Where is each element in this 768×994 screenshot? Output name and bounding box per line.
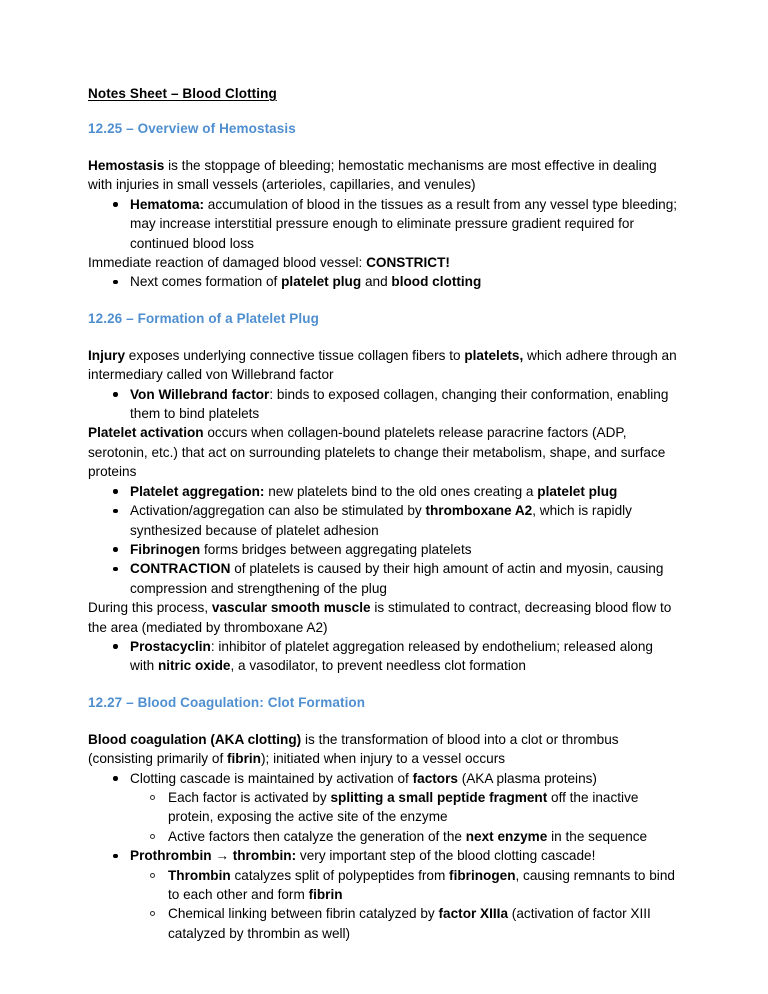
- list-item-text: new platelets bind to the old ones creating a: [264, 483, 538, 499]
- bullet-circle-icon: [150, 795, 155, 800]
- bullet-circle-icon: [150, 873, 155, 878]
- term-thrombin: thrombin:: [232, 848, 297, 864]
- list-item: [88, 637, 680, 676]
- sub-item-text-cont: off the inactive protein, exposing the active site of the enzyme: [168, 789, 639, 825]
- bullet-disc-icon: [113, 280, 118, 285]
- list-item: [130, 827, 680, 846]
- term-hematoma: Hematoma:: [130, 196, 205, 212]
- paragraph-vsm-text-1: During this process,: [88, 600, 212, 616]
- term-platelet-plug: platelet plug: [537, 483, 618, 499]
- page-title: Notes Sheet – Blood Clotting: [88, 86, 277, 101]
- term-blood-clotting: blood clotting: [391, 274, 482, 290]
- paragraph-injury-text-2: which adhere through an intermediary called von Willebrand factor: [88, 347, 677, 383]
- list-item: [88, 195, 680, 253]
- term-fibrin: fibrin: [227, 751, 261, 767]
- term-injury: Injury: [88, 347, 126, 363]
- bullet-circle-icon: [150, 911, 155, 916]
- list-item-text: Activation/aggregation can also be stimulated by: [130, 503, 426, 519]
- bullet-disc-icon: [113, 489, 118, 494]
- right-arrow-glyph: →: [215, 848, 229, 864]
- term-nitric-oxide: nitric oxide: [157, 658, 231, 674]
- list-item-text-cont: and: [361, 274, 392, 290]
- list-item-text: of platelets is caused by their high amount of actin and myosin, causing compression and strengthening of the plug: [130, 561, 664, 596]
- list-item: [130, 904, 680, 943]
- term-prothrombin: Prothrombin: [130, 848, 212, 864]
- term-next-enzyme: next enzyme: [465, 828, 548, 844]
- paragraph-vascular-smooth-muscle: [88, 598, 680, 637]
- bullet-list-12-26-a: [88, 385, 680, 424]
- paragraph-immediate-reaction-text: Immediate reaction of damaged blood vessel:: [88, 255, 367, 271]
- section-heading-12-26: 12.26 – Formation of a Platelet Plug: [88, 310, 319, 326]
- paragraph-hemostasis-intro: [88, 156, 680, 195]
- sub-item-text-cont: (activation of factor XIII catalyzed by thrombin as well): [168, 906, 651, 941]
- section-heading-12-25: 12.25 – Overview of Hemostasis: [88, 121, 296, 136]
- list-item: [88, 846, 680, 943]
- list-item-text: accumulation of blood in the tissues as a result from any vessel type bleeding; may increase interstitial pressure enough to eliminate pressure gradient required for continued blood loss: [130, 196, 678, 251]
- list-item-text: very important step of the blood clotting cascade!: [296, 848, 596, 864]
- paragraph-platelet-activation: [88, 423, 680, 481]
- sub-bullet-list-thrombin: [130, 866, 680, 944]
- list-item: [88, 385, 680, 424]
- term-platelets: platelets,: [464, 347, 524, 363]
- list-item-text-cont: , a vasodilator, to prevent needless clot formation: [230, 658, 526, 674]
- sub-item-text-cont: in the sequence: [547, 828, 648, 844]
- bullet-circle-icon: [150, 834, 155, 839]
- term-platelet-aggregation: Platelet aggregation:: [130, 483, 265, 499]
- bullet-list-12-25-a: [88, 195, 680, 253]
- bullet-disc-icon: [113, 644, 118, 649]
- term-fibrin: fibrin: [308, 887, 343, 902]
- list-item-text: Next comes formation of: [130, 274, 282, 290]
- paragraph-platelet-activation-text: occurs when collagen-bound platelets release paracrine factors (ADP, serotonin, etc.) that act on surrounding platelets to change their metabolism, shape, and surface proteins: [88, 425, 666, 480]
- term-contraction: CONTRACTION: [130, 561, 231, 577]
- term-von-willebrand-factor: Von Willebrand factor: [130, 386, 270, 402]
- sub-item-text: Chemical linking between fibrin catalyzed by: [168, 906, 439, 922]
- bullet-list-12-26-c: [88, 637, 680, 676]
- list-item: [88, 482, 680, 501]
- bullet-disc-icon: [113, 547, 118, 552]
- term-hemostasis: Hemostasis: [88, 158, 165, 173]
- term-splitting-peptide-fragment: splitting a small peptide fragment: [330, 789, 548, 805]
- term-thrombin: Thrombin: [168, 867, 231, 883]
- list-item: [88, 559, 680, 598]
- sub-item-text: Active factors then catalyze the generation of the: [168, 828, 466, 844]
- paragraph-hemostasis-intro-text: is the stoppage of bleeding; hemostatic mechanisms are most effective in dealing with injuries in small vessels (arterioles, capillaries, and venules): [88, 158, 657, 193]
- sub-item-text-cont: , causing remnants to bind to each other and form: [168, 867, 675, 902]
- list-item: [88, 540, 680, 559]
- sub-item-text: Each factor is activated by: [168, 789, 331, 805]
- bullet-disc-icon: [113, 509, 118, 514]
- list-item-text-cont: (AKA plasma proteins): [457, 770, 597, 786]
- list-item-text: forms bridges between aggregating platelets: [200, 541, 472, 557]
- bullet-disc-icon: [113, 202, 118, 207]
- list-item: [88, 272, 680, 291]
- paragraph-blood-coagulation-intro: [88, 730, 680, 769]
- sub-item-text: catalyzes split of polypeptides from: [230, 867, 450, 883]
- list-item-text: Clotting cascade is maintained by activation of: [130, 770, 413, 786]
- term-factor-xiiia: factor XIIIa: [438, 906, 509, 922]
- sub-bullet-list-factors: [130, 788, 680, 846]
- bullet-disc-icon: [113, 392, 118, 397]
- paragraph-vsm-text-2: is stimulated to contract, decreasing blood flow to the area (mediated by thromboxane A2): [88, 600, 672, 635]
- list-item: [130, 866, 680, 905]
- term-vascular-smooth-muscle: vascular smooth muscle: [211, 600, 371, 616]
- list-item: [88, 769, 680, 847]
- bullet-list-12-25-b: [88, 272, 680, 291]
- bullet-disc-icon: [113, 854, 118, 859]
- bullet-list-12-27: [88, 769, 680, 944]
- term-platelet-activation: Platelet activation: [88, 425, 204, 441]
- term-fibrinogen: fibrinogen: [449, 867, 516, 883]
- paragraph-coag-text-1: is the transformation of blood into a clot or thrombus (consisting primarily of: [88, 731, 619, 767]
- paragraph-injury-text-1: exposes underlying connective tissue collagen fibers to: [125, 347, 465, 363]
- term-platelet-plug: platelet plug: [281, 274, 362, 290]
- paragraph-immediate-reaction: [88, 253, 680, 272]
- list-item-text: : binds to exposed collagen, changing their conformation, enabling them to bind platelets: [130, 386, 669, 422]
- paragraph-coag-text-2: ); initiated when injury to a vessel occurs: [260, 751, 506, 767]
- term-constrict: CONSTRICT!: [366, 255, 450, 271]
- term-factors: factors: [412, 770, 458, 786]
- term-thromboxane-a2: thromboxane A2: [425, 503, 533, 519]
- bullet-disc-icon: [113, 776, 118, 781]
- paragraph-injury-intro: [88, 346, 680, 385]
- section-heading-12-27: 12.27 – Blood Coagulation: Clot Formation: [88, 694, 366, 710]
- list-item: [88, 501, 680, 540]
- list-item-text: : inhibitor of platelet aggregation released by endothelium; released along with: [130, 638, 653, 674]
- term-prostacyclin: Prostacyclin: [130, 638, 211, 654]
- bullet-list-12-26-b: [88, 482, 680, 598]
- term-blood-coagulation: Blood coagulation (AKA clotting): [88, 731, 302, 747]
- term-fibrinogen: Fibrinogen: [130, 541, 201, 557]
- list-item-text-cont: , which is rapidly synthesized because of platelet adhesion: [130, 503, 632, 538]
- bullet-disc-icon: [113, 567, 118, 572]
- list-item: [130, 788, 680, 827]
